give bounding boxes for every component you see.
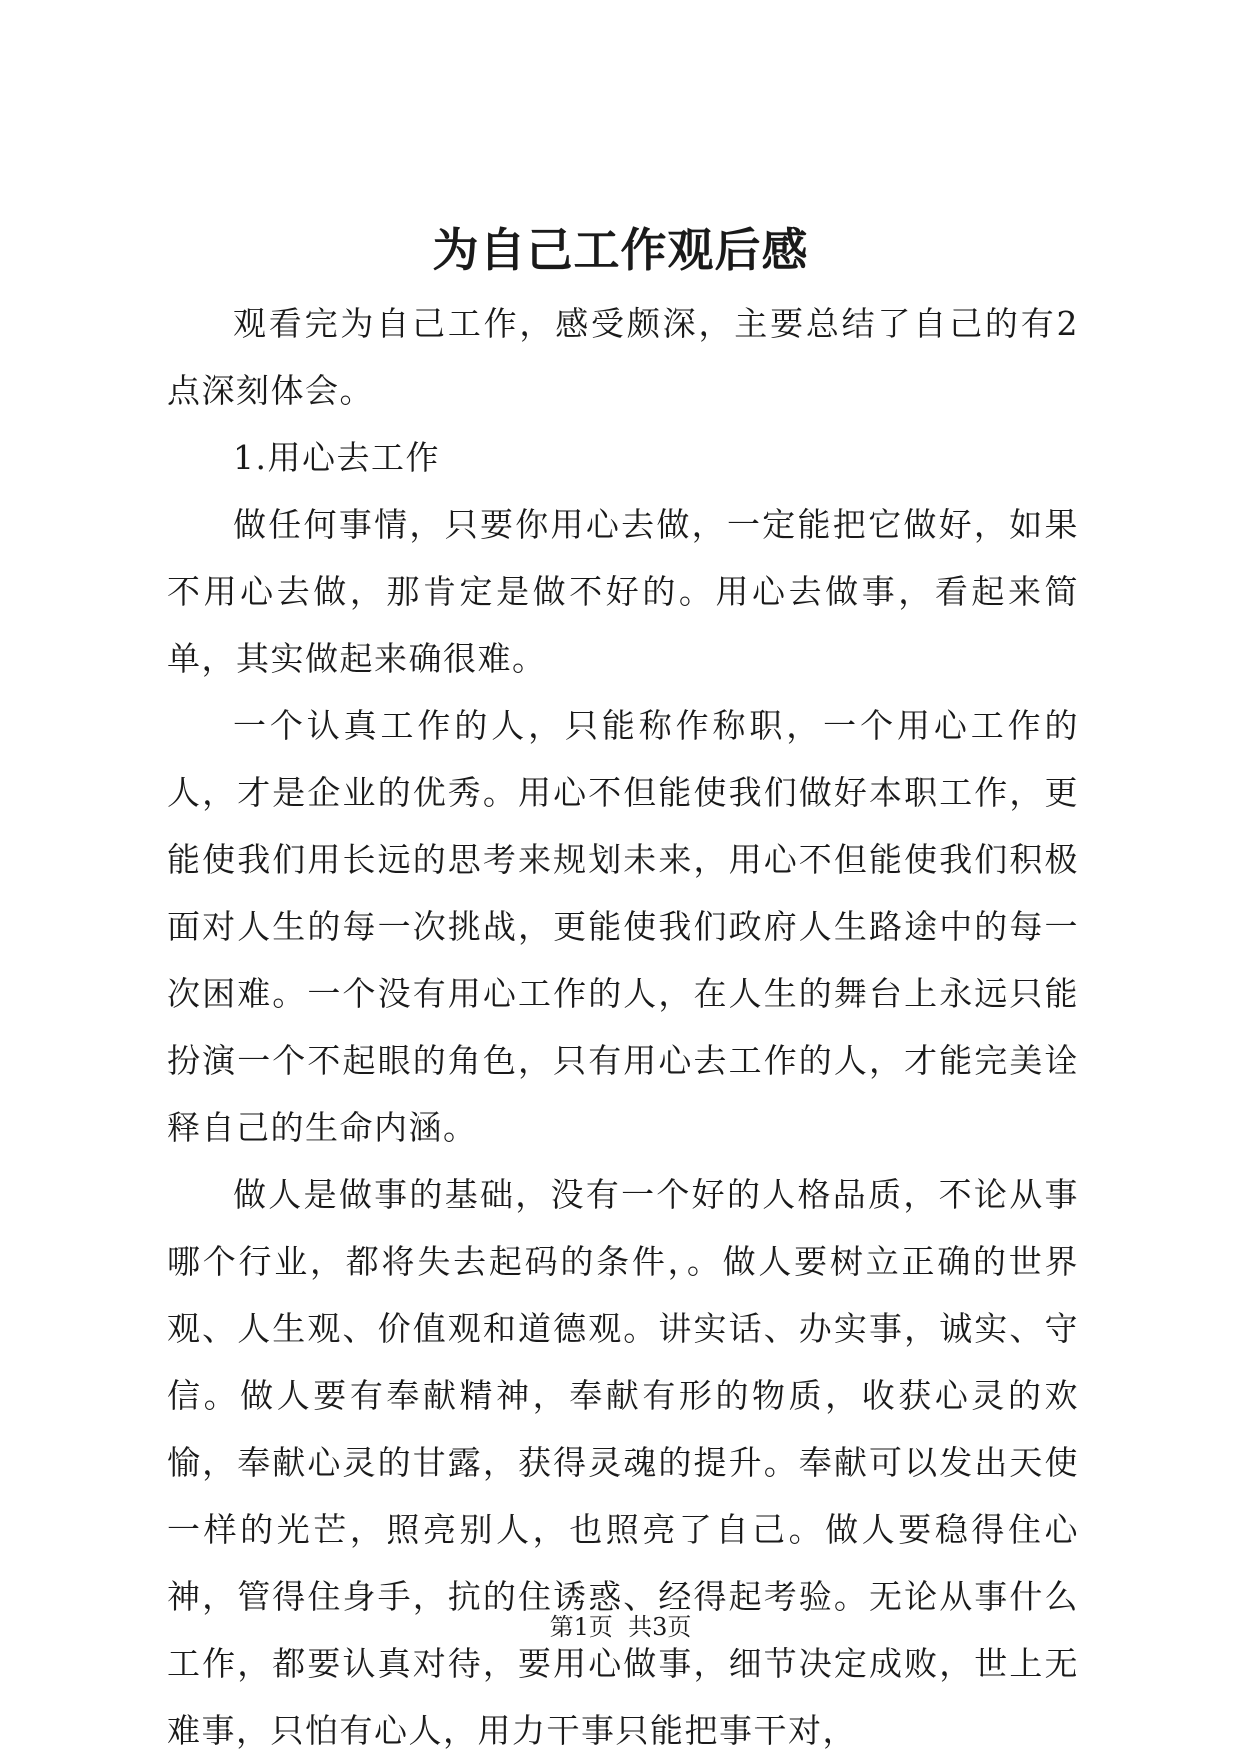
document-title: 为自己工作观后感 [432,223,809,277]
paragraph-intro: 观看完为自己工作，感受颇深，主要总结了自己的有2点深刻体会。 [167,304,1079,410]
paragraph: 做任何事情，只要你用心去做，一定能把它做好，如果不用心去做，那肯定是做不好的。用心去做事，看起来简单，其实做起来确很难。 [167,505,1079,678]
paragraph: 一个认真工作的人，只能称作称职，一个用心工作的人，才是企业的优秀。用心不但能使我们做好本职工作，更能使我们用长远的思考来规划未来，用心不但能使我们积极面对人生的每一次挑战，更能使我们政府人生路途中的每一次困难。一个没有用心工作的人，在人生的舞台上永远只能扮演一个不起眼的角色，只有用心去工作的人，才能完美诠释自己的生命内涵。 [167,706,1079,1147]
paragraph: 做人是做事的基础，没有一个好的人格品质，不论从事哪个行业，都将失去起码的条件，。做人要树立正确的世界观、人生观、价值观和道德观。讲实话、办实事，诚实、守信。做人要有奉献精神，奉献有形的物质，收获心灵的欢愉，奉献心灵的甘露，获得灵魂的提升。奉献可以发出天使一样的光芒，照亮别人，也照亮了自己。做人要稳得住心神，管得住身手，抗的住诱惑、经得起考验。无论从事什么工作，都要认真对待，要用心做事，细节决定成败，世上无难事，只怕有心人，用力干事只能把事干对， [167,1175,1079,1750]
section-heading: 1.用心去工作 [233,438,440,477]
page-number-footer: 第1页 共3页 [549,1613,692,1641]
document-body [167,290,1079,1764]
